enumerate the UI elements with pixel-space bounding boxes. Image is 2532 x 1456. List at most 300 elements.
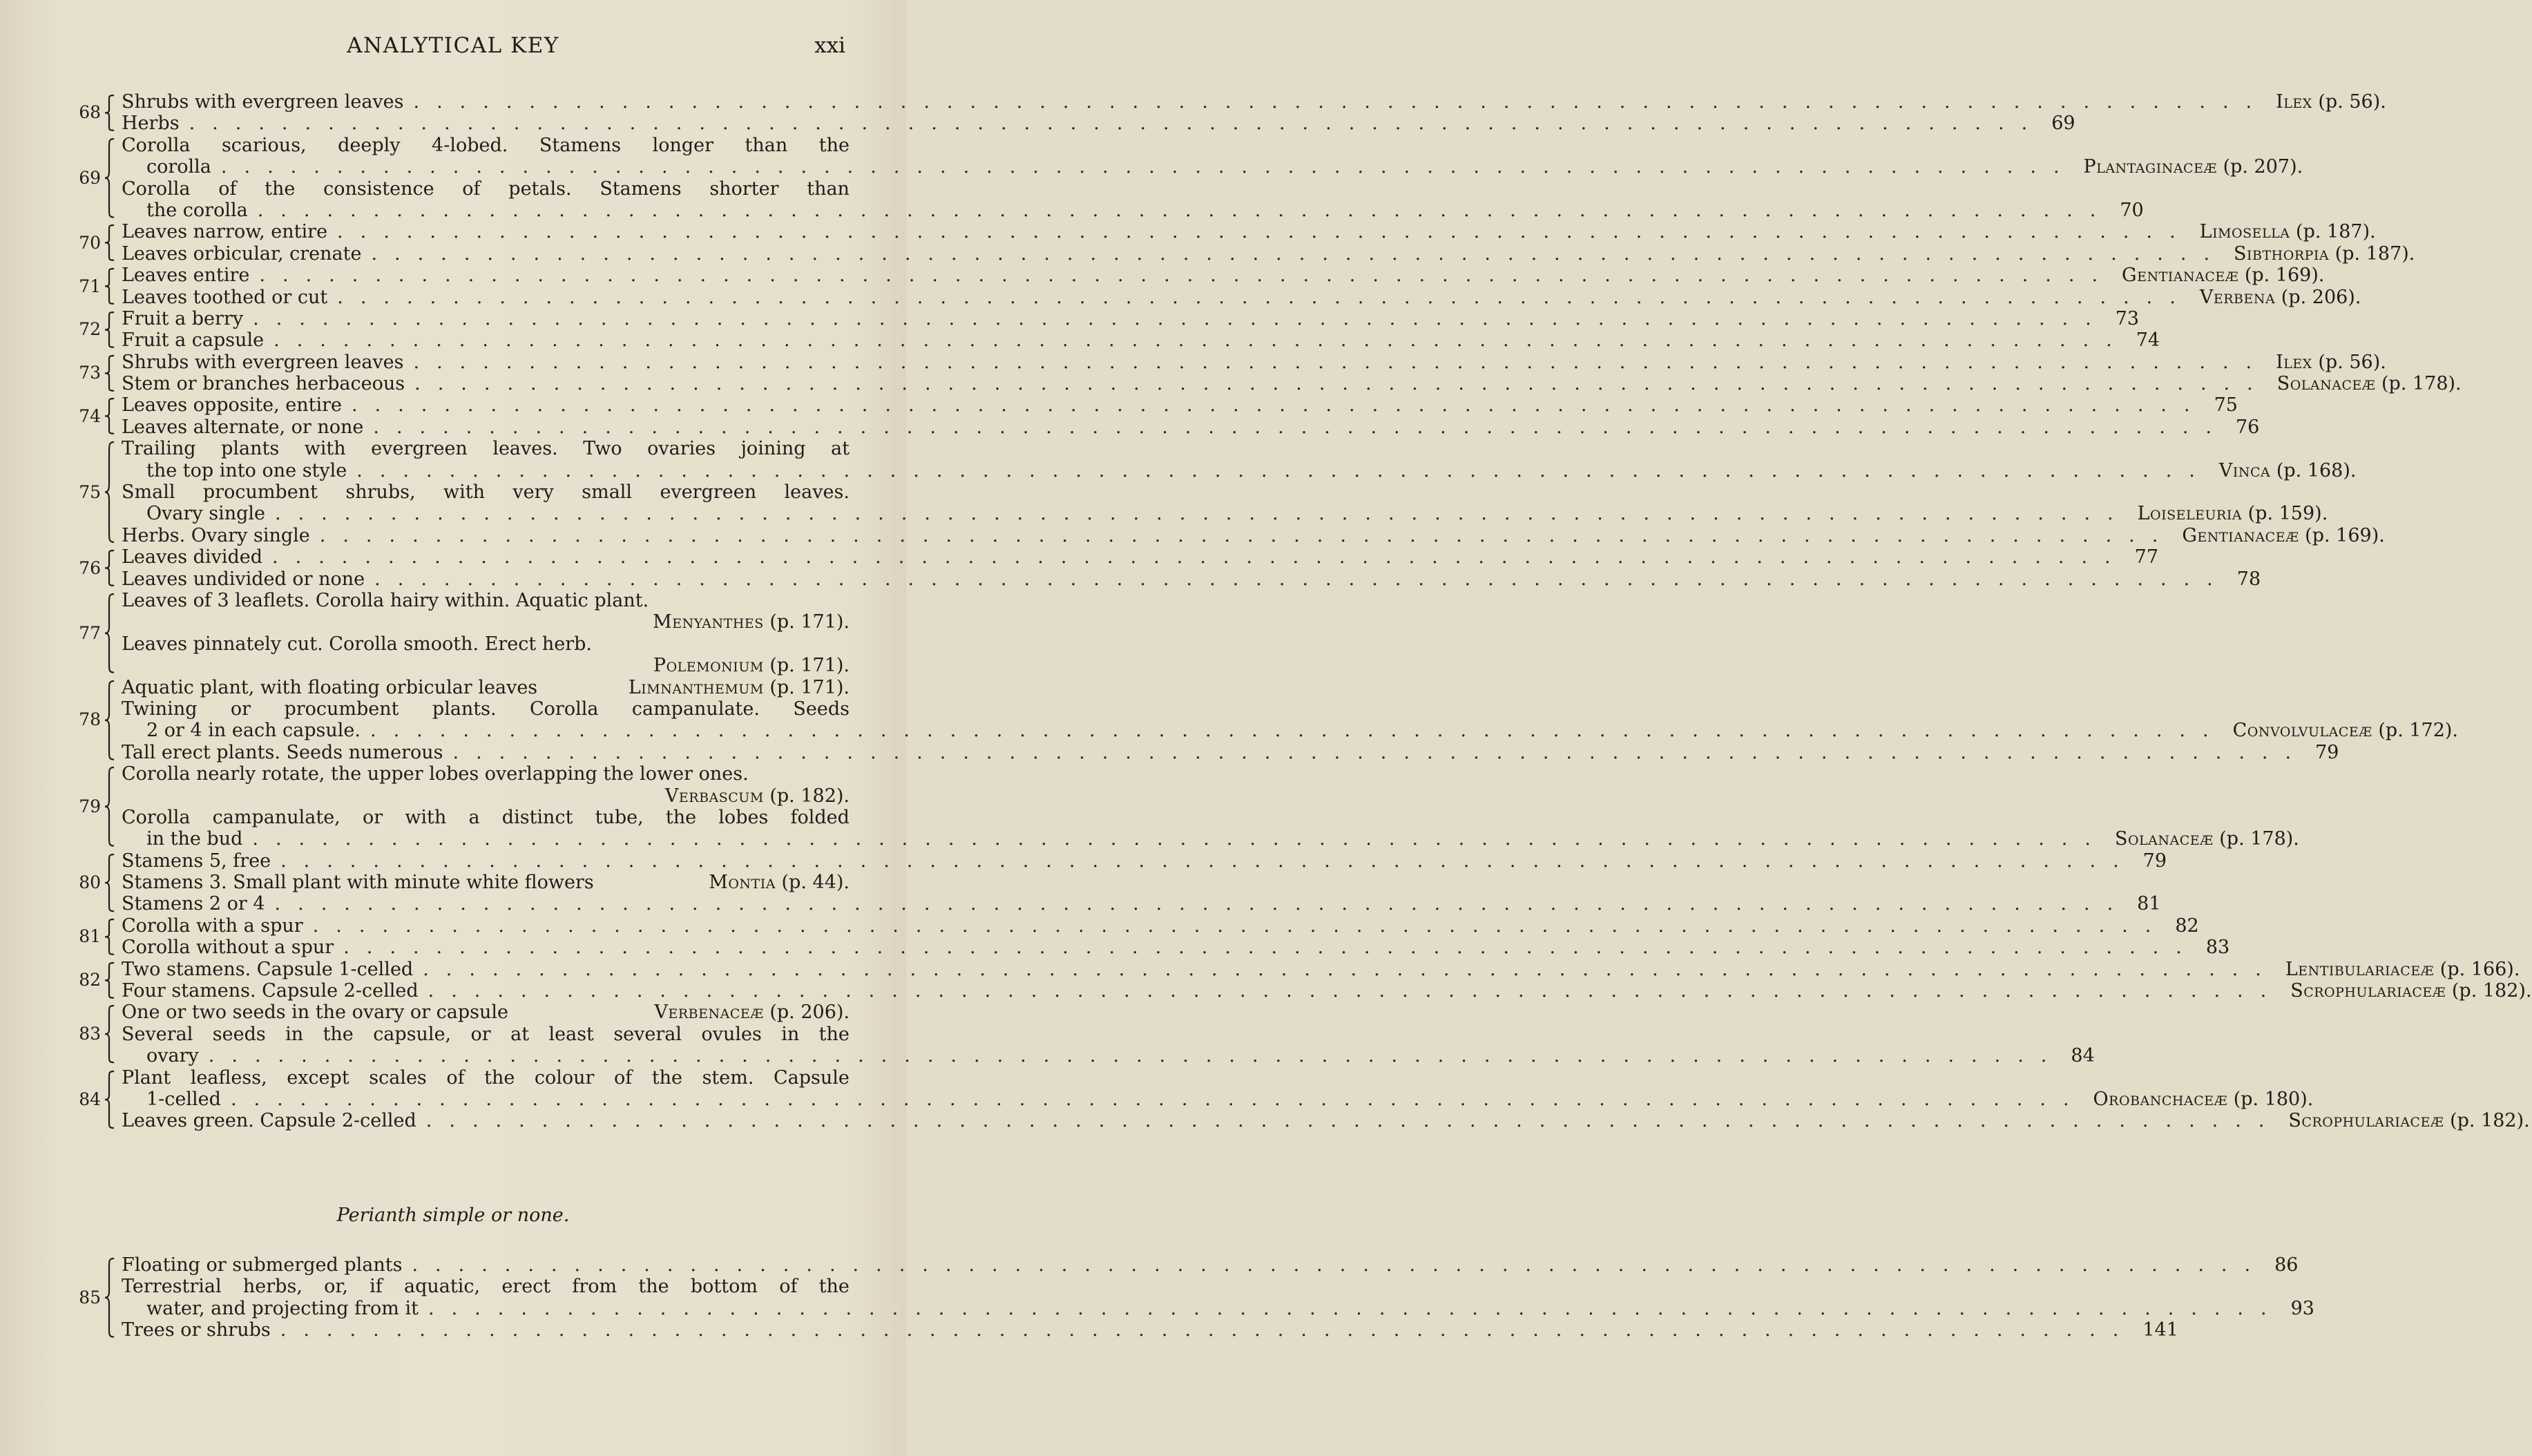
taxon-reference: Menyanthes: [653, 611, 764, 633]
word: the: [265, 178, 296, 200]
lead-destination: [2093, 1089, 2314, 1110]
leader-dots: ................................................................................: [275, 503, 2131, 525]
lead-text: Ovary single: [146, 503, 266, 525]
lead-destination: [2138, 503, 2328, 524]
destination-number: (p. 182).: [2444, 1110, 2530, 1132]
lead-destination: [2136, 329, 2160, 351]
destination-number: 76: [2236, 416, 2260, 438]
page-header: [0, 32, 906, 59]
key-couplet: [69, 914, 2230, 959]
word: very: [512, 481, 554, 504]
taxon-reference: Limosella: [2199, 221, 2290, 243]
key-lead: [122, 698, 850, 720]
brace: [105, 95, 115, 131]
word: campanulate.: [631, 698, 760, 720]
key-couplet: [69, 1254, 2314, 1341]
key-lead: [122, 1110, 2530, 1132]
key-lead: [122, 1002, 850, 1023]
word: of: [218, 178, 237, 200]
destination-number: (p. 56).: [2312, 91, 2386, 113]
lead-destination: [2277, 373, 2462, 394]
lead-destination: [2135, 546, 2158, 568]
word: capsule,: [373, 1023, 452, 1045]
brace: [105, 312, 115, 347]
key-lead: [122, 720, 2459, 742]
word: Corolla: [122, 806, 191, 828]
key-lead: [122, 416, 2260, 438]
word: least: [548, 1023, 594, 1045]
key-lead: [122, 741, 2339, 763]
lead-text: Corolla nearly rotate, the upper lobes overlapping the lower ones.: [122, 763, 749, 785]
leader-dots: ................................................................................: [189, 113, 2045, 135]
leader-dots: ................................................................................: [220, 156, 2077, 178]
lead-text: Floating or submerged plants: [122, 1254, 403, 1276]
lead-text: Leaves undivided or none: [122, 568, 365, 590]
word: aquatic,: [404, 1276, 481, 1298]
lead-text: Stem or branches herbaceous: [122, 373, 405, 395]
lead-destination: [2137, 893, 2160, 914]
lead-text: [122, 438, 850, 459]
key-lead: [122, 394, 2238, 416]
lead-destination: [2206, 937, 2229, 958]
word: the: [651, 1066, 683, 1089]
leader-dots: ................................................................................: [373, 416, 2229, 438]
couplet-number: 72: [79, 319, 101, 340]
key-lead: [122, 763, 850, 785]
leader-dots: ................................................................................: [351, 394, 2207, 416]
key-lead: [122, 91, 2386, 113]
key-lead: [122, 1045, 2095, 1067]
key-lead: [122, 893, 2161, 915]
taxon-reference: Montia: [709, 872, 776, 894]
lead-destination: [2236, 416, 2259, 438]
lead-destination: [2234, 243, 2415, 265]
word: consistence: [323, 178, 434, 200]
brace-shape: [105, 442, 115, 542]
key-lead: [122, 590, 850, 611]
word: plants: [221, 438, 280, 460]
word: with: [304, 438, 346, 460]
destination-number: 82: [2175, 914, 2199, 937]
lead-destination: [2182, 525, 2384, 546]
lead-text: corolla: [146, 156, 211, 178]
key-couplet: [69, 438, 2385, 546]
brace-shape: [105, 919, 115, 955]
brace: [105, 854, 115, 911]
destination-number: 86: [2274, 1254, 2299, 1276]
lead-text: Leaves divided: [122, 546, 263, 568]
key-lead: [122, 351, 2386, 373]
leader-dots: ................................................................................: [356, 459, 2212, 481]
word: at: [510, 1023, 530, 1045]
lead-text: 1-celled: [146, 1088, 221, 1110]
lead-text: [122, 1276, 850, 1297]
word: of: [614, 1066, 633, 1089]
word: Trailing: [122, 438, 196, 460]
key-lead: [122, 937, 2230, 959]
destination-number: (p. 182).: [763, 785, 850, 807]
leader-dots: ................................................................................: [425, 1110, 2282, 1132]
lead-text: 2 or 4 in each capsule.: [146, 720, 361, 742]
brace: [105, 594, 115, 673]
lead-text: [122, 1067, 850, 1089]
word: tube,: [595, 806, 644, 828]
lead-destination: [2233, 720, 2458, 741]
word: Corolla: [122, 134, 191, 156]
key-lead: [122, 503, 2328, 525]
key-lead: [122, 373, 2462, 395]
brace-shape: [105, 139, 115, 218]
word: Twining: [122, 698, 198, 720]
lead-text: the top into one style: [146, 459, 347, 481]
word: Several: [122, 1023, 193, 1045]
word: stem.: [702, 1066, 754, 1089]
key-lead: [122, 980, 2532, 1002]
lead-destination: [2200, 221, 2376, 242]
brace-shape: [105, 356, 115, 391]
leader-dots: ................................................................................: [319, 524, 2176, 546]
brace: [105, 399, 115, 434]
lead-text: the corolla: [146, 199, 248, 221]
word: leaves.: [492, 438, 558, 460]
key-couplet: [69, 546, 2261, 590]
word: except: [287, 1066, 349, 1089]
leader-dots: ................................................................................: [370, 720, 2226, 742]
leader-dots: ................................................................................: [452, 741, 2309, 763]
word: the: [818, 134, 850, 156]
leader-dots: ................................................................................: [412, 1254, 2268, 1276]
taxon-reference: Gentianaceæ: [2122, 265, 2239, 287]
word: herbs,: [242, 1276, 303, 1298]
key-lead: [122, 872, 850, 893]
lead-destination: [646, 611, 850, 633]
taxon-reference: Verbascum: [664, 785, 764, 807]
destination-number: (p. 166).: [2434, 958, 2520, 980]
word: ovules: [701, 1023, 762, 1045]
lead-destination: [2051, 113, 2075, 134]
lead-text: Stamens 3. Small plant with minute white flowers: [122, 872, 594, 894]
key-lead: [122, 329, 2160, 352]
destination-number: 75: [2214, 394, 2238, 416]
word: or: [230, 698, 251, 720]
key-lead: [122, 265, 2325, 287]
key-lead: [122, 1067, 850, 1089]
key-lead: [122, 524, 2385, 546]
destination-number: (p. 171).: [763, 655, 850, 677]
word: evergreen: [660, 481, 757, 504]
destination-number: 77: [2134, 546, 2158, 568]
lead-text: Leaves entire: [122, 265, 250, 287]
destination-number: 73: [2115, 307, 2140, 329]
word: procumbent: [202, 481, 318, 504]
key-lead: [122, 1319, 2178, 1341]
lead-destination: [2276, 352, 2386, 373]
couplet-number: 78: [79, 709, 101, 730]
page-number: xxi: [814, 33, 845, 58]
word: campanulate,: [212, 806, 341, 828]
brace-shape: [105, 225, 115, 260]
word: Corolla: [122, 178, 191, 200]
taxon-reference: Loiseleuria: [2137, 503, 2243, 525]
lead-destination: [2237, 568, 2261, 590]
word: Terrestrial: [122, 1276, 222, 1298]
word: Plant: [122, 1066, 171, 1089]
key-couplet: [69, 1002, 2095, 1067]
destination-number: (p. 44).: [775, 872, 850, 894]
lead-text: Stamens 2 or 4: [122, 893, 265, 915]
destination-number: (p. 169).: [2238, 265, 2325, 287]
word: Small: [122, 481, 175, 504]
word: a: [468, 806, 480, 828]
destination-number: 69: [2051, 113, 2075, 135]
word: bottom: [690, 1276, 758, 1298]
lead-destination: [2285, 959, 2520, 980]
couplet-number: 79: [79, 796, 101, 816]
lead-destination: [648, 1002, 850, 1023]
brace-shape: [105, 594, 115, 673]
lead-text: [122, 178, 850, 200]
destination-number: (p. 178).: [2213, 828, 2299, 850]
lead-text: water, and projecting from it: [146, 1297, 419, 1319]
lead-destination: [2219, 460, 2357, 481]
brace: [105, 442, 115, 542]
word: 4-lobed.: [432, 134, 508, 156]
lead-text: Two stamens. Capsule 1-celled: [122, 958, 414, 980]
leader-dots: ................................................................................: [230, 1088, 2087, 1110]
word: erect: [501, 1276, 551, 1298]
key-couplet: [69, 265, 2361, 308]
word: shrubs,: [345, 481, 416, 504]
leader-dots: ................................................................................: [371, 242, 2227, 265]
lead-text: Aquatic plant, with floating orbicular leaves: [122, 676, 538, 698]
destination-number: (p. 187).: [2290, 221, 2376, 243]
word: deeply: [338, 134, 401, 156]
destination-number: (p. 168).: [2270, 459, 2357, 481]
taxon-reference: Ilex: [2276, 91, 2312, 113]
lead-text: Leaves green. Capsule 2-celled: [122, 1110, 416, 1132]
lead-text: Leaves narrow, entire: [122, 221, 328, 243]
word: of: [779, 1276, 798, 1298]
taxon-reference: Convolvulaceæ: [2232, 720, 2372, 742]
destination-number: (p. 187).: [2329, 242, 2415, 265]
brace: [105, 963, 115, 998]
word: if: [370, 1276, 383, 1298]
key-lead: [122, 546, 2158, 568]
brace: [105, 550, 115, 586]
brace-shape: [105, 1258, 115, 1337]
word: lobes: [718, 806, 769, 828]
key-lead: [122, 828, 2299, 850]
leader-dots: ................................................................................: [337, 221, 2193, 243]
leader-dots: ................................................................................: [413, 91, 2270, 113]
lead-destination: [2315, 742, 2339, 763]
lead-text: Tall erect plants. Seeds numerous: [122, 741, 443, 763]
lead-destination: [2142, 1319, 2178, 1341]
word: the: [818, 1276, 850, 1298]
word: several: [613, 1023, 682, 1045]
lead-text: One or two seeds in the ovary or capsule: [122, 1002, 509, 1024]
lead-text: Leaves orbicular, crenate: [122, 242, 362, 265]
taxon-reference: Sibthorpia: [2234, 242, 2330, 265]
couplet-number: 80: [79, 872, 101, 892]
lead-text: Herbs: [122, 113, 180, 135]
key-couplet: [69, 91, 2386, 135]
lead-destination: [2290, 980, 2531, 1002]
brace: [105, 1071, 115, 1128]
word: evergreen: [371, 438, 468, 460]
word: procumbent: [284, 698, 399, 720]
couplet-number: 75: [79, 481, 101, 502]
couplet-number: 69: [79, 167, 101, 188]
key-lead: [122, 481, 850, 503]
leader-dots: ................................................................................: [274, 329, 2129, 352]
taxon-reference: Lentibulariaceæ: [2285, 958, 2435, 980]
running-head: ANALYTICAL KEY: [347, 33, 559, 58]
key-lead: [122, 221, 2376, 243]
couplet-number: 68: [79, 102, 101, 123]
word: leafless,: [190, 1066, 267, 1089]
key-lead: [122, 178, 850, 200]
couplet-number: 84: [79, 1089, 101, 1109]
key-lead: [122, 1276, 850, 1297]
lead-destination: [658, 785, 850, 807]
lead-text: Four stamens. Capsule 2-celled: [122, 980, 419, 1002]
brace: [105, 139, 115, 218]
leader-dots: ................................................................................: [414, 373, 2270, 395]
word: distinct: [501, 806, 573, 828]
taxon-reference: Polemonium: [653, 655, 764, 677]
key-lead: [122, 568, 2261, 590]
word: plants.: [432, 698, 497, 720]
lead-text: Herbs. Ovary single: [122, 524, 310, 546]
destination-number: 74: [2136, 329, 2160, 352]
word: with: [405, 806, 447, 828]
word: or,: [324, 1276, 348, 1298]
brace-shape: [105, 1006, 115, 1062]
key-lead: [122, 1088, 2314, 1110]
leader-dots: ................................................................................: [374, 568, 2230, 590]
word: or: [470, 1023, 491, 1045]
lead-text: ovary: [146, 1045, 199, 1067]
key-lead: [122, 286, 2361, 308]
lead-text: in the bud: [146, 828, 243, 850]
leader-dots: ................................................................................: [252, 828, 2108, 850]
lead-destination: [2084, 156, 2303, 178]
couplet-number: 71: [79, 276, 101, 296]
taxon-reference: Ilex: [2276, 351, 2312, 373]
key-lead: [122, 914, 2199, 937]
leader-dots: ................................................................................: [253, 307, 2109, 329]
word: or: [362, 806, 383, 828]
word: of: [462, 178, 481, 200]
word: scales: [369, 1066, 427, 1089]
key-lead: [122, 113, 2075, 135]
section-title: Perianth simple or none.: [336, 1205, 570, 1226]
brace: [105, 681, 115, 760]
lead-destination: [2214, 394, 2238, 416]
key-couplet: [69, 394, 2260, 438]
lead-text: [122, 481, 850, 503]
lead-text: Trees or shrubs: [122, 1319, 271, 1341]
brace-shape: [105, 399, 115, 434]
lead-destination: [2274, 1254, 2298, 1276]
brace-shape: [105, 269, 115, 304]
key-lead: [122, 850, 2167, 872]
lead-destination: [2175, 915, 2198, 937]
couplet-number: 76: [79, 557, 101, 578]
destination-number: 79: [2315, 741, 2339, 763]
brace: [105, 919, 115, 955]
taxon-reference: Verbena: [2199, 286, 2276, 308]
word: Capsule: [774, 1066, 850, 1089]
analytical-key-continued: [69, 1254, 2314, 1341]
word: longer: [652, 134, 714, 156]
taxon-reference: Gentianaceæ: [2182, 524, 2299, 546]
lead-text: Leaves opposite, entire: [122, 394, 342, 416]
destination-number: (p. 159).: [2242, 503, 2328, 525]
lead-text: [122, 698, 850, 720]
destination-number: (p. 206).: [763, 1002, 850, 1024]
taxon-reference: Limnanthemum: [628, 676, 764, 698]
lead-destination: [2200, 287, 2361, 308]
key-couplet: [69, 351, 2462, 395]
destination-number: (p. 171).: [763, 611, 850, 633]
key-lead: [122, 242, 2415, 265]
word: in: [781, 1023, 800, 1045]
key-couplet: [69, 850, 2167, 915]
destination-number: (p. 178).: [2375, 373, 2462, 395]
destination-number: 84: [2071, 1045, 2095, 1067]
destination-number: (p. 180).: [2227, 1088, 2314, 1110]
couplet-number: 77: [79, 622, 101, 643]
destination-number: (p. 172).: [2372, 720, 2459, 742]
word: small: [582, 481, 633, 504]
lead-destination: [622, 677, 850, 698]
key-couplet: [69, 1066, 2530, 1132]
leader-dots: ................................................................................: [337, 286, 2193, 308]
word: colour: [534, 1066, 595, 1089]
key-lead: [122, 655, 850, 676]
taxon-reference: Scrophulariaceæ: [2288, 1110, 2444, 1132]
leader-dots: ................................................................................: [428, 1297, 2284, 1319]
lead-text: Corolla with a spur: [122, 914, 303, 937]
key-lead: [122, 1024, 850, 1045]
word: of: [446, 1066, 465, 1089]
word: the: [323, 1023, 354, 1045]
word: the: [818, 1023, 850, 1045]
brace-shape: [105, 854, 115, 911]
key-lead: [122, 785, 850, 807]
key-lead: [122, 438, 850, 459]
destination-number: (p. 182).: [2446, 980, 2532, 1002]
word: in: [285, 1023, 304, 1045]
couplet-number: 70: [79, 232, 101, 253]
lead-destination: [2291, 1298, 2314, 1319]
destination-number: (p. 169).: [2299, 524, 2385, 546]
key-couplet: [69, 221, 2415, 265]
brace-shape: [105, 550, 115, 586]
word: Stamens: [600, 178, 682, 200]
key-lead: [122, 958, 2520, 980]
destination-number: 141: [2142, 1319, 2178, 1341]
key-lead: [122, 1254, 2299, 1276]
brace-shape: [105, 312, 115, 347]
destination-number: 79: [2142, 850, 2167, 872]
lead-destination: [2120, 200, 2143, 221]
word: shorter: [709, 178, 779, 200]
brace-shape: [105, 963, 115, 998]
key-lead: [122, 1297, 2314, 1319]
